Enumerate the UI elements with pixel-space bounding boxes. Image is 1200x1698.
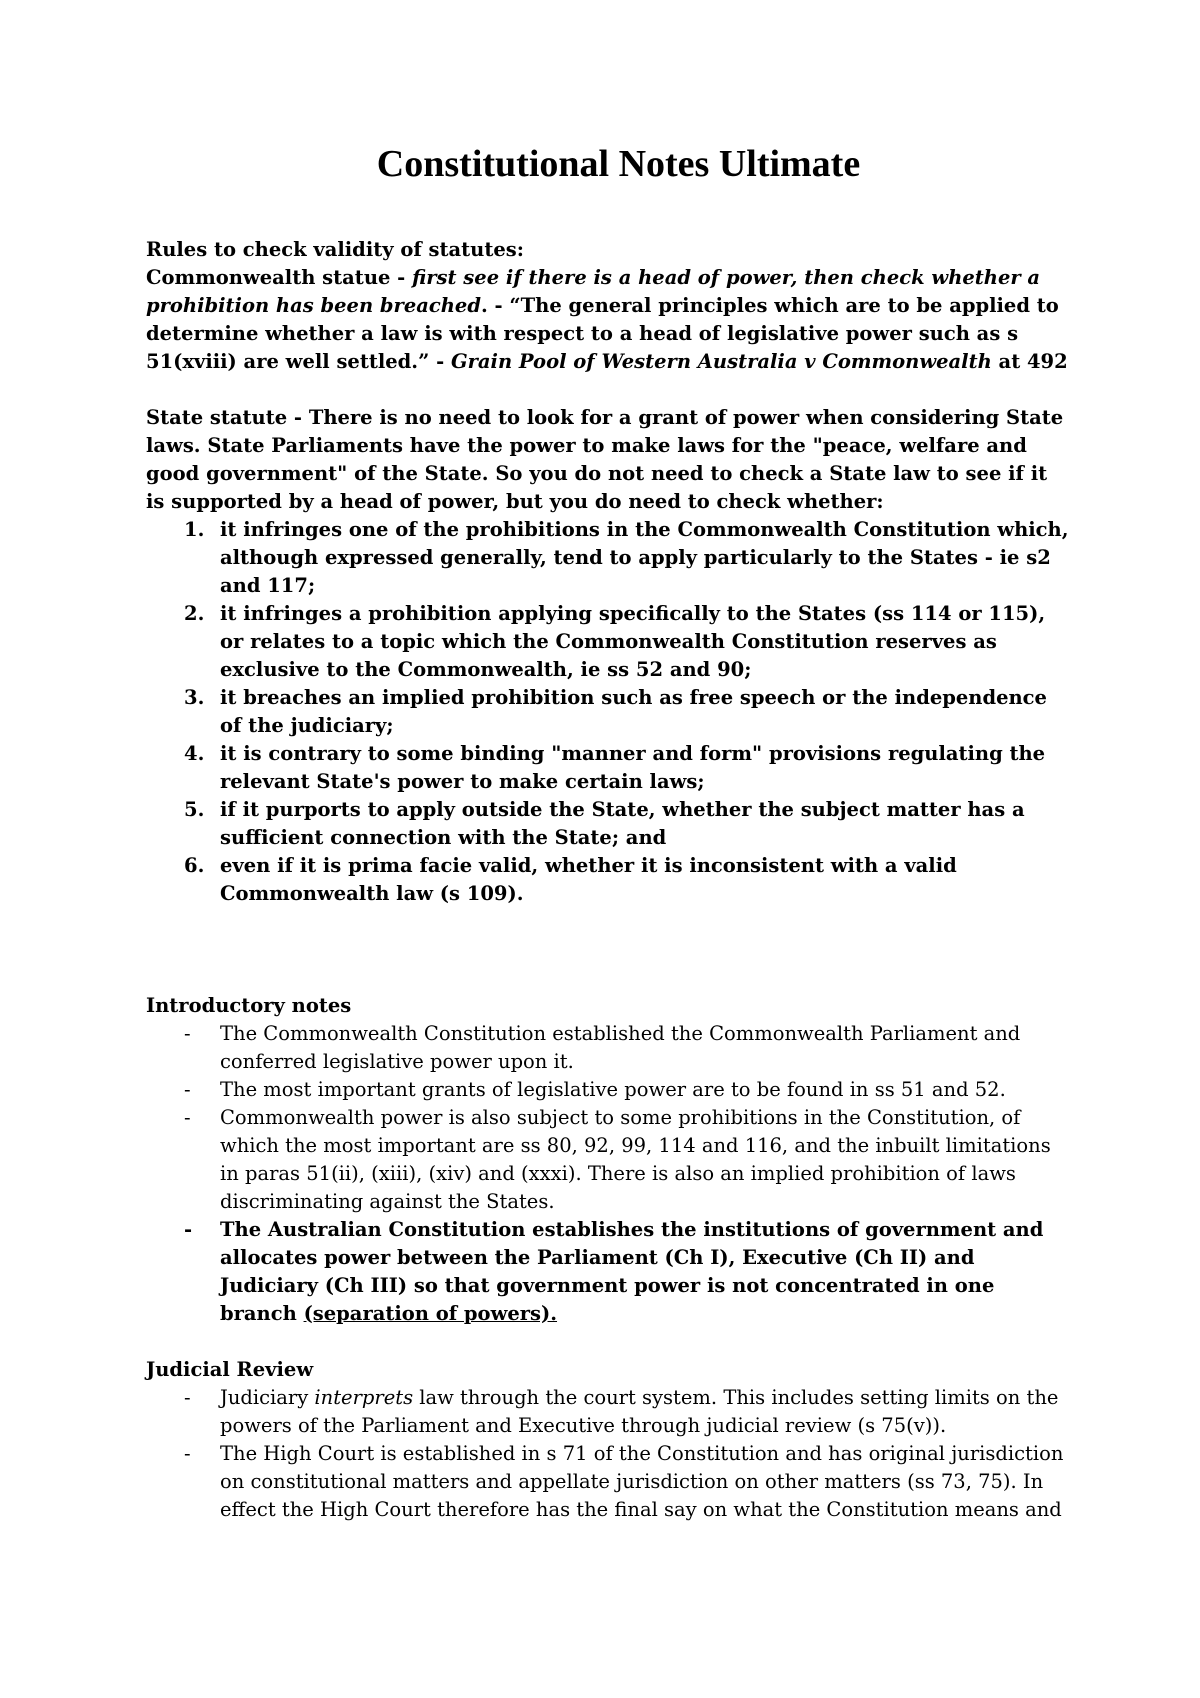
list-item [146, 1384, 1071, 1440]
list-item [146, 1104, 1071, 1216]
dash-bullet: - [184, 1021, 191, 1045]
dash-bullet: - [184, 1441, 191, 1465]
spacer [146, 1328, 1071, 1356]
cw-case-name: Grain Pool of Western Australia v Commonwealth [450, 349, 992, 373]
list-item-text: The Australian Constitution establishes the institutions of government and allocates power between the Parliament (Ch I), Executive (Ch II) and Judiciary (Ch III) so that government power is not concentrated in one branch [220, 1217, 1044, 1325]
cw-label: Commonwealth statue - [146, 265, 413, 289]
list-item-text: The Commonwealth Constitution established the Commonwealth Parliament and conferred legislative power upon it. [220, 1021, 1021, 1073]
intro-list [146, 1020, 1071, 1328]
list-item [146, 1440, 1071, 1524]
list-item-text: Commonwealth power is also subject to some prohibitions in the Constitution, of which the most important are ss 80, 92, 99, 114 and 116, and the inbuilt limitations in paras 51(ii), (xiii), (xiv) and (xxxi). There is also an implied prohibition of laws discriminating against the States. [220, 1105, 1051, 1213]
list-item [146, 740, 1071, 796]
judicial-review-list [146, 1384, 1071, 1524]
list-item-text: The High Court is established in s 71 of the Constitution and has original jurisdiction on constitutional matters and appellate jurisdiction on other matters (ss 73, 75). In effect the High Court therefore has the final say on what the Constitution means and [220, 1441, 1064, 1521]
list-item-text: it infringes a prohibition applying specifically to the States (ss 114 or 115), or relates to a topic which the Commonwealth Constitution reserves as exclusive to the Commonwealth, ie ss 52 and 90; [220, 601, 1046, 681]
document-title: Constitutional Notes Ultimate [376, 143, 861, 185]
spacer [146, 908, 1071, 992]
item-text-start: Judiciary [220, 1385, 315, 1409]
list-number: 1. [184, 517, 205, 541]
dash-bullet: - [184, 1077, 191, 1101]
list-item [146, 600, 1071, 684]
commonwealth-statute-paragraph [146, 264, 1071, 376]
cw-quote: . - “The general principles which are to be applied to determine whether a law is with respect to a head of legislative power such as s 51(xviii) are well settled.” - [146, 293, 1059, 373]
list-item [146, 516, 1071, 600]
list-number: 2. [184, 601, 205, 625]
list-item-text: it infringes one of the prohibitions in the Commonwealth Constitution which, although expressed generally, tend to apply particularly to the States - ie s2 and 117; [220, 517, 1069, 597]
list-item [146, 1020, 1071, 1076]
document-page [146, 142, 1071, 1524]
list-number: 3. [184, 685, 205, 709]
dash-bullet: - [184, 1105, 191, 1129]
list-item-text: The most important grants of legislative power are to be found in ss 51 and 52. [220, 1077, 1006, 1101]
list-number: 4. [184, 741, 205, 765]
rules-heading: Rules to check validity of statutes: [146, 237, 524, 261]
dash-bullet: - [184, 1217, 193, 1241]
list-item [146, 1216, 1071, 1328]
separation-of-powers-text: (separation of powers). [303, 1301, 558, 1325]
judicial-review-heading: Judicial Review [146, 1357, 314, 1381]
italic-word: interprets [314, 1385, 414, 1409]
list-number: 6. [184, 853, 205, 877]
cw-citation: at 492 [991, 349, 1068, 373]
list-item-text: it is contrary to some binding "manner and form" provisions regulating the relevant State's power to make certain laws; [220, 741, 1046, 793]
list-item [146, 1076, 1071, 1104]
list-item-text: if it purports to apply outside the State, whether the subject matter has a sufficient connection with the State; and [220, 797, 1025, 849]
list-item [146, 796, 1071, 852]
dash-bullet: - [184, 1385, 191, 1409]
item-text-end: law through the court system. This includes setting limits on the powers of the Parliament and Executive through judicial review (s 75(v)). [220, 1385, 1059, 1437]
list-item [146, 684, 1071, 740]
state-checks-list [146, 516, 1071, 908]
list-item-text: it breaches an implied prohibition such as free speech or the independence of the judiciary; [220, 685, 1047, 737]
cw-italic: first see if there is a head of power, then check whether a prohibition has been breached [146, 265, 1041, 317]
intro-heading: Introductory notes [146, 993, 352, 1017]
spacer [146, 376, 1071, 404]
state-statute-paragraph: State statute - There is no need to look for a grant of power when considering State laws. State Parliaments have the power to make laws for the "peace, welfare and good government" of the State. So you do not need to check a State law to see if it is supported by a head of power, but you do need to check whether: [146, 405, 1064, 513]
list-item-text: even if it is prima facie valid, whether it is inconsistent with a valid Commonwealth law (s 109). [220, 853, 957, 905]
list-item [146, 852, 1071, 908]
list-number: 5. [184, 797, 205, 821]
